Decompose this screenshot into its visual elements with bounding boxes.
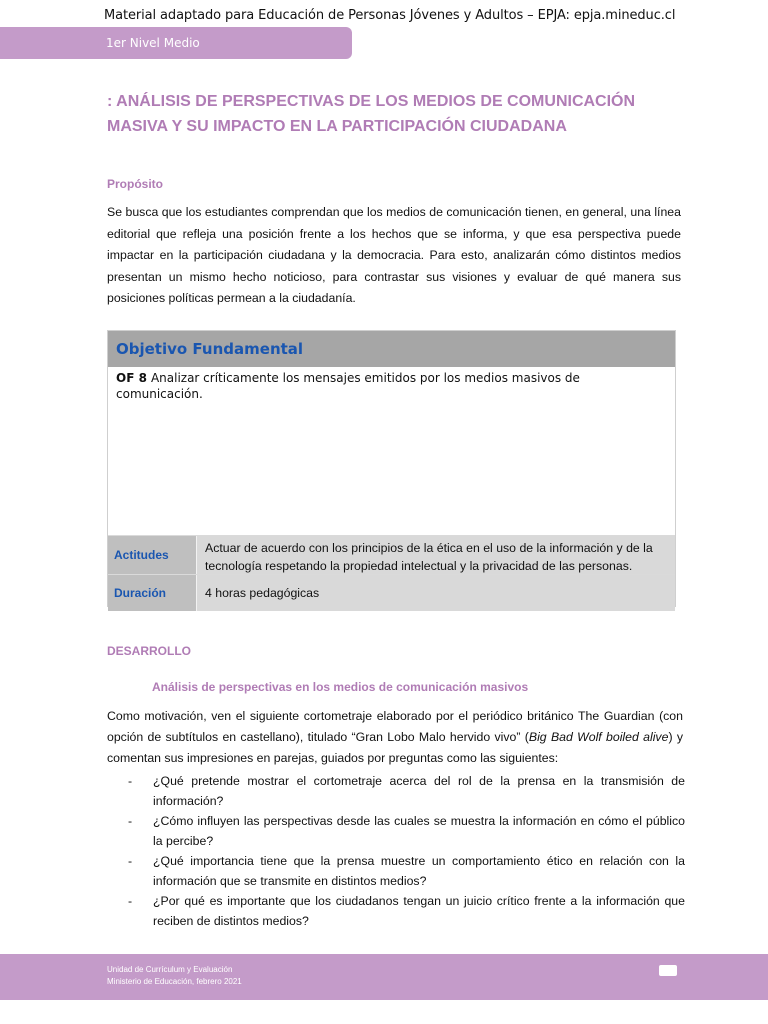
list-item <box>107 771 685 811</box>
list-item <box>107 891 685 931</box>
footer-ministry: Ministerio de Educación, febrero 2021 <box>107 977 242 986</box>
question-text: ¿Por qué es importante que los ciudadanos tengan un juicio crítico frente a la información que reciben de distintos medios? <box>153 894 685 928</box>
attitudes-row <box>108 535 675 574</box>
attitudes-label: Actitudes <box>108 536 196 574</box>
bullet-dash: - <box>128 814 133 828</box>
development-subheading: Análisis de perspectivas en los medios de comunicación masivos <box>152 680 529 694</box>
attitudes-text: Actuar de acuerdo con los principios de la ética en el uso de la información y de la tecnología respetando la propiedad intelectual y la privacidad de las personas. <box>196 536 675 574</box>
duration-label: Duración <box>108 575 196 611</box>
objective-body <box>108 367 675 535</box>
bullet-dash: - <box>128 854 133 868</box>
intro-text-start: Como motivación, ven el siguiente cortometraje elaborado por el periódico británico The Guardian (con opción de subtítulos en castellano), titulado “Gran Lobo Malo hervido vivo” ( <box>107 709 683 744</box>
objective-text: Analizar críticamente los mensajes emitidos por los medios masivos de comunicación. <box>116 371 580 401</box>
list-item <box>107 811 685 851</box>
bullet-dash: - <box>128 894 133 908</box>
level-label: 1er Nivel Medio <box>106 36 200 50</box>
bullet-dash: - <box>128 774 133 788</box>
question-text: ¿Qué pretende mostrar el cortometraje acerca del rol de la prensa en la transmisión de información? <box>153 774 685 808</box>
intro-text-end: ) y comentan sus impresiones en parejas, guiados por preguntas como las siguientes: <box>107 730 683 765</box>
objective-table <box>107 330 676 607</box>
purpose-heading: Propósito <box>107 177 163 191</box>
question-text: ¿Cómo influyen las perspectivas desde las cuales se muestra la información en cómo el público la percibe? <box>153 814 685 848</box>
source-line: Material adaptado para Educación de Personas Jóvenes y Adultos – EPJA: epja.mineduc.cl <box>104 8 676 23</box>
question-text: ¿Qué importancia tiene que la prensa muestre un comportamiento ético en relación con la información que se transmite en distintos medios? <box>153 854 685 888</box>
level-band <box>0 27 352 59</box>
page-title: : ANÁLISIS DE PERSPECTIVAS DE LOS MEDIOS DE COMUNICACIÓN MASIVA Y SU IMPACTO EN LA PARTICIPACIÓN CIUDADANA <box>107 93 636 135</box>
duration-text: 4 horas pedagógicas <box>196 575 675 611</box>
footer-unit: Unidad de Currículum y Evaluación <box>107 965 233 974</box>
intro-paragraph <box>107 706 683 769</box>
intro-italic-title: Big Bad Wolf boiled alive <box>528 730 669 744</box>
question-list <box>107 771 685 931</box>
objective-code: OF 8 <box>116 371 147 385</box>
duration-row <box>108 574 675 611</box>
footer-band <box>0 954 768 1000</box>
development-heading: DESARROLLO <box>107 644 191 658</box>
list-item <box>107 851 685 891</box>
objective-header: Objetivo Fundamental <box>108 331 675 367</box>
ministry-logo-icon <box>659 965 677 976</box>
purpose-text: Se busca que los estudiantes comprendan que los medios de comunicación tienen, en general, una línea editorial que refleja una posición frente a los hechos que se informa, y que esa perspectiva puede impactar en la participación ciudadana y la democracia. Para esto, analizarán cómo distintos medios presentan un mismo hecho noticioso, para contrastar sus visiones y evaluar de qué manera sus posiciones políticas permean a la ciudadanía. <box>107 205 681 305</box>
